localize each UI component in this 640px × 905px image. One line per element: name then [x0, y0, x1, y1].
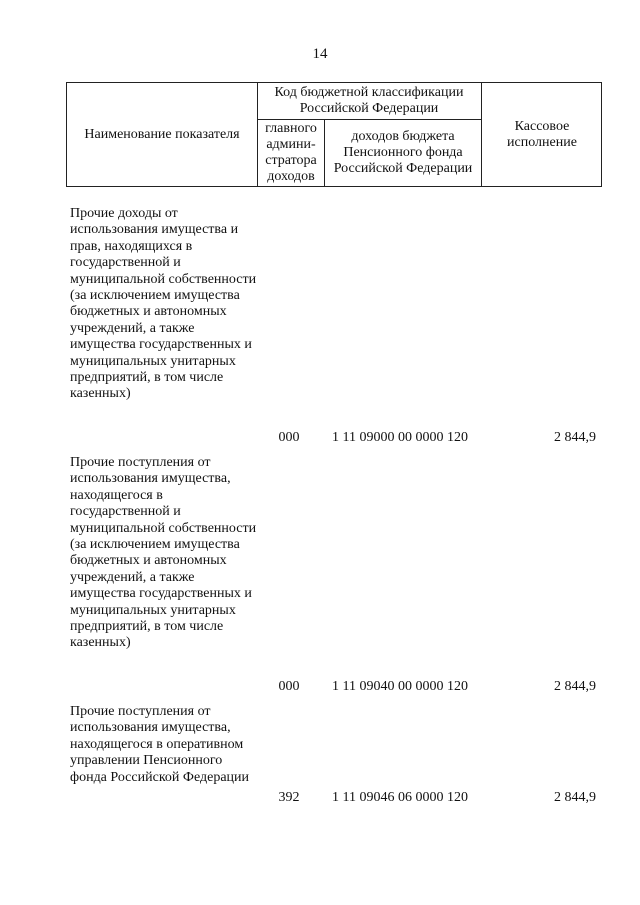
row-1-admin: 000: [278, 430, 300, 445]
header-name: Наименование показателя: [84, 126, 240, 142]
row-3-code: 1 11 09046 06 0000 120: [332, 790, 468, 805]
header-code-group: Код бюджетной классификации Российской Федерации: [274, 85, 464, 116]
header-divider: [257, 83, 258, 186]
row-1-amount: 2 844,9: [554, 430, 596, 445]
header-amount: Кассовое исполнение: [507, 118, 577, 150]
header-divider: [481, 83, 482, 186]
page-number: 14: [312, 46, 328, 62]
row-1-code: 1 11 09000 00 0000 120: [332, 430, 468, 445]
row-1-name: Прочие доходы от использования имущества и прав, находящихся в государственной и муниципальной собственности (за исключением имущества бюджетных и автономных учреждений, а также имущества государственных и муниципальных унитарных предприятий, в том числе казенных): [70, 206, 257, 402]
row-2-name: Прочие поступления от использования имущества, находящегося в государственной и муниципальной собственности (за исключением имущества бюджетных и автономных учреждений, а также имущества государственных и муниципальных унитарных предприятий, в том числе казенных): [70, 455, 257, 651]
row-3-admin: 392: [278, 790, 300, 805]
row-3-name: Прочие поступления от использования имущества, находящегося в оперативном управлении Пенсионного фонда Российской Федерации: [70, 704, 250, 785]
header-admin: главного админи-стратора доходов: [265, 121, 317, 184]
row-2-amount: 2 844,9: [554, 679, 596, 694]
row-2-code: 1 11 09040 00 0000 120: [332, 679, 468, 694]
row-3-amount: 2 844,9: [554, 790, 596, 805]
header-divider: [324, 119, 325, 186]
row-2-admin: 000: [278, 679, 300, 694]
header-income: доходов бюджета Пенсионного фонда Российской Федерации: [333, 129, 473, 176]
table-header: [66, 82, 602, 187]
